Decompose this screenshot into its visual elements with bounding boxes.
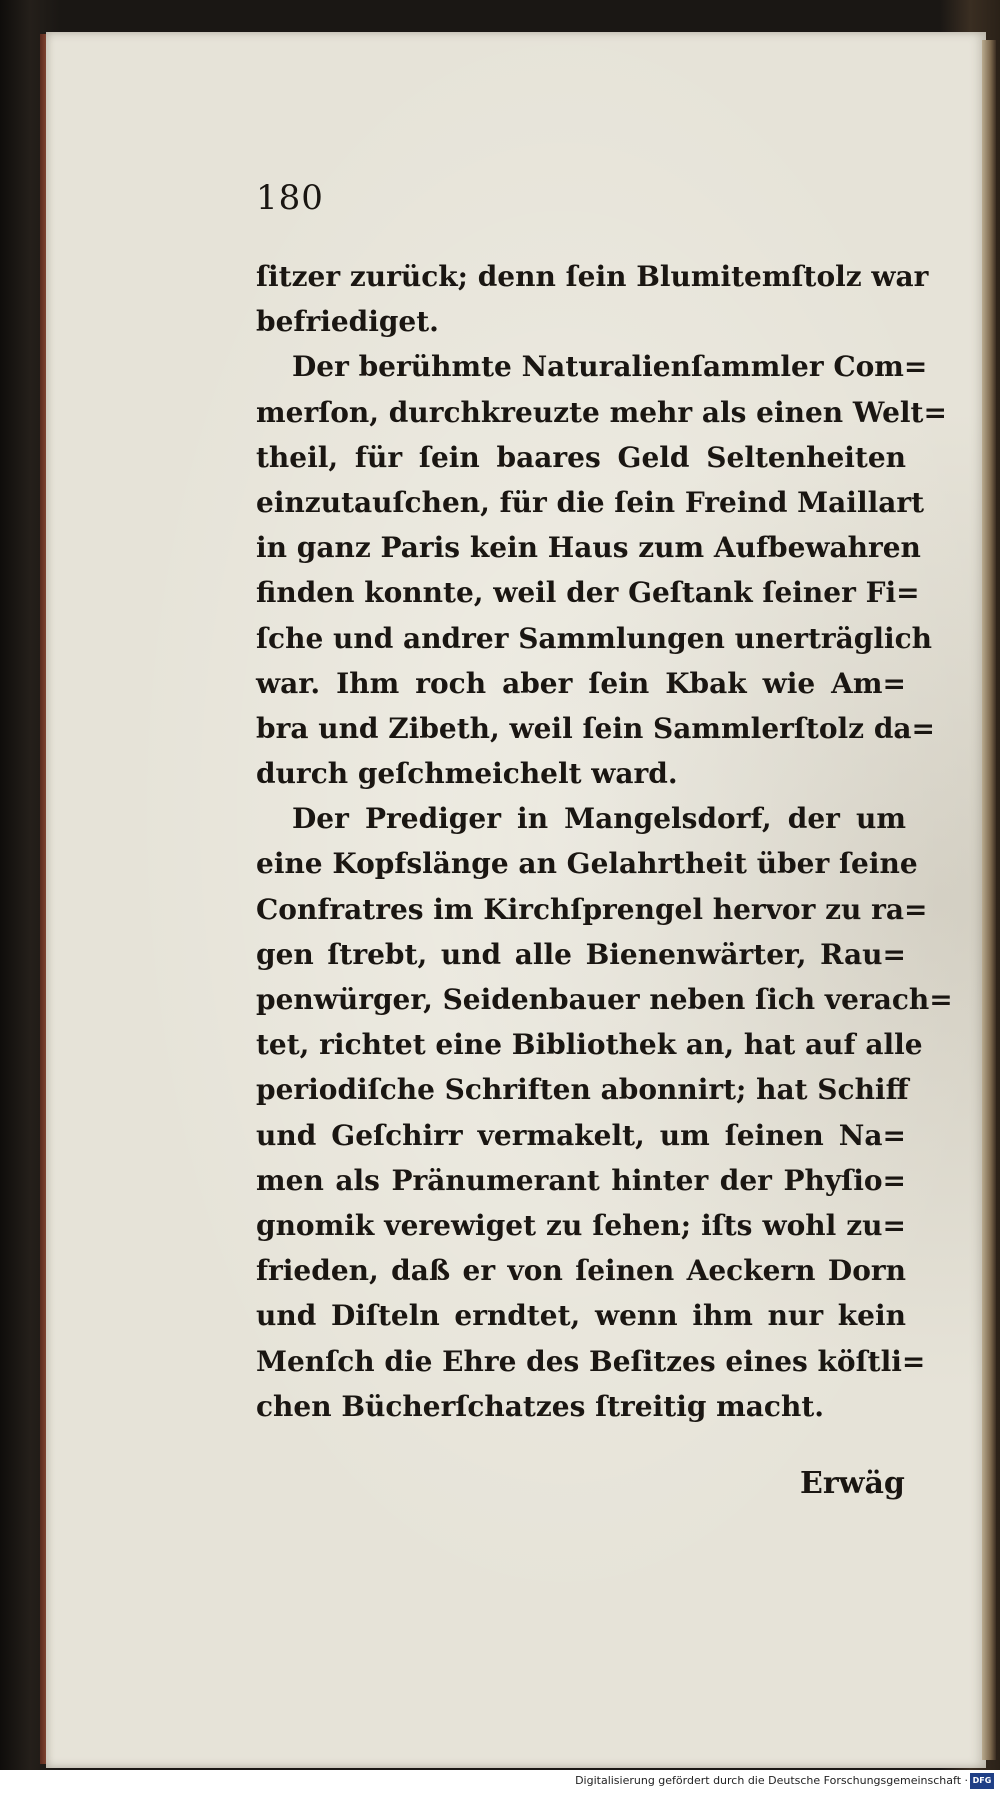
digitization-credit: Digitalisierung gefördert durch die Deutsche Forschungsgemeinschaft · [575,1774,968,1787]
dfg-logo: DFG [970,1773,994,1789]
text-line: befriediget. [256,305,439,339]
text-line: und Geſchirr vermakelt, um ſeinen Na= [256,1118,906,1152]
body-text [256,254,953,1429]
text-line: durch geſchmeichelt ward. [256,757,678,791]
text-line: Confratres im Kirchſprengel hervor zu ra= [256,892,928,926]
text-line: theil, für ſein baares Geld Seltenheiten [256,440,906,474]
text-line: men als Pränumerant hinter der Phyſio= [256,1163,906,1197]
text-line: gnomik verewiget zu ſehen; iſts wohl zu= [256,1208,906,1242]
text-line: gen ſtrebt, und alle Bienenwärter, Rau= [256,937,906,971]
text-line: merſon, durchkreuzte mehr als einen Welt= [256,395,947,429]
text-line: eine Kopfslänge an Gelahrtheit über ſeine [256,847,918,881]
text-line: chen Bücherſchatzes ſtreitig macht. [256,1389,825,1423]
text-line: ſche und andrer Sammlungen unerträglich [256,621,933,655]
text-line: war. Ihm roch aber ſein Kbak wie Am= [256,666,906,700]
text-line: bra und Zibeth, weil ſein Sammlerſtolz da= [256,711,935,745]
text-line: tet, richtet eine Bibliothek an, hat auf alle [256,1028,923,1062]
text-line: frieden, daß er von ſeinen Aeckern Dorn [256,1254,906,1288]
text-line: Der Prediger in Mangelsdorf, der um [292,802,906,836]
catchword: Erwäg [800,1466,905,1501]
page-fore-edge [982,40,996,1760]
text-line: periodiſche Schriften abonnirt; hat Schiff [256,1073,909,1107]
text-line: Der berühmte Naturalienſammler Com= [292,350,928,384]
text-line: und Diſteln erndtet, wenn ihm nur kein [256,1299,906,1333]
text-line: in ganz Paris kein Haus zum Aufbewahren [256,531,921,565]
page-number: 180 [256,178,324,218]
text-line: ſitzer zurück; denn ſein Blumitemſtolz war [256,260,929,293]
text-line: einzutauſchen, für die ſein Freind Maillart [256,485,925,519]
text-line: Menſch die Ehre des Beſitzes eines köſtli= [256,1344,926,1378]
text-line: finden konnte, weil der Geſtank ſeiner Fi= [256,576,920,610]
text-line: penwürger, Seidenbauer neben ſich verach= [256,983,953,1016]
